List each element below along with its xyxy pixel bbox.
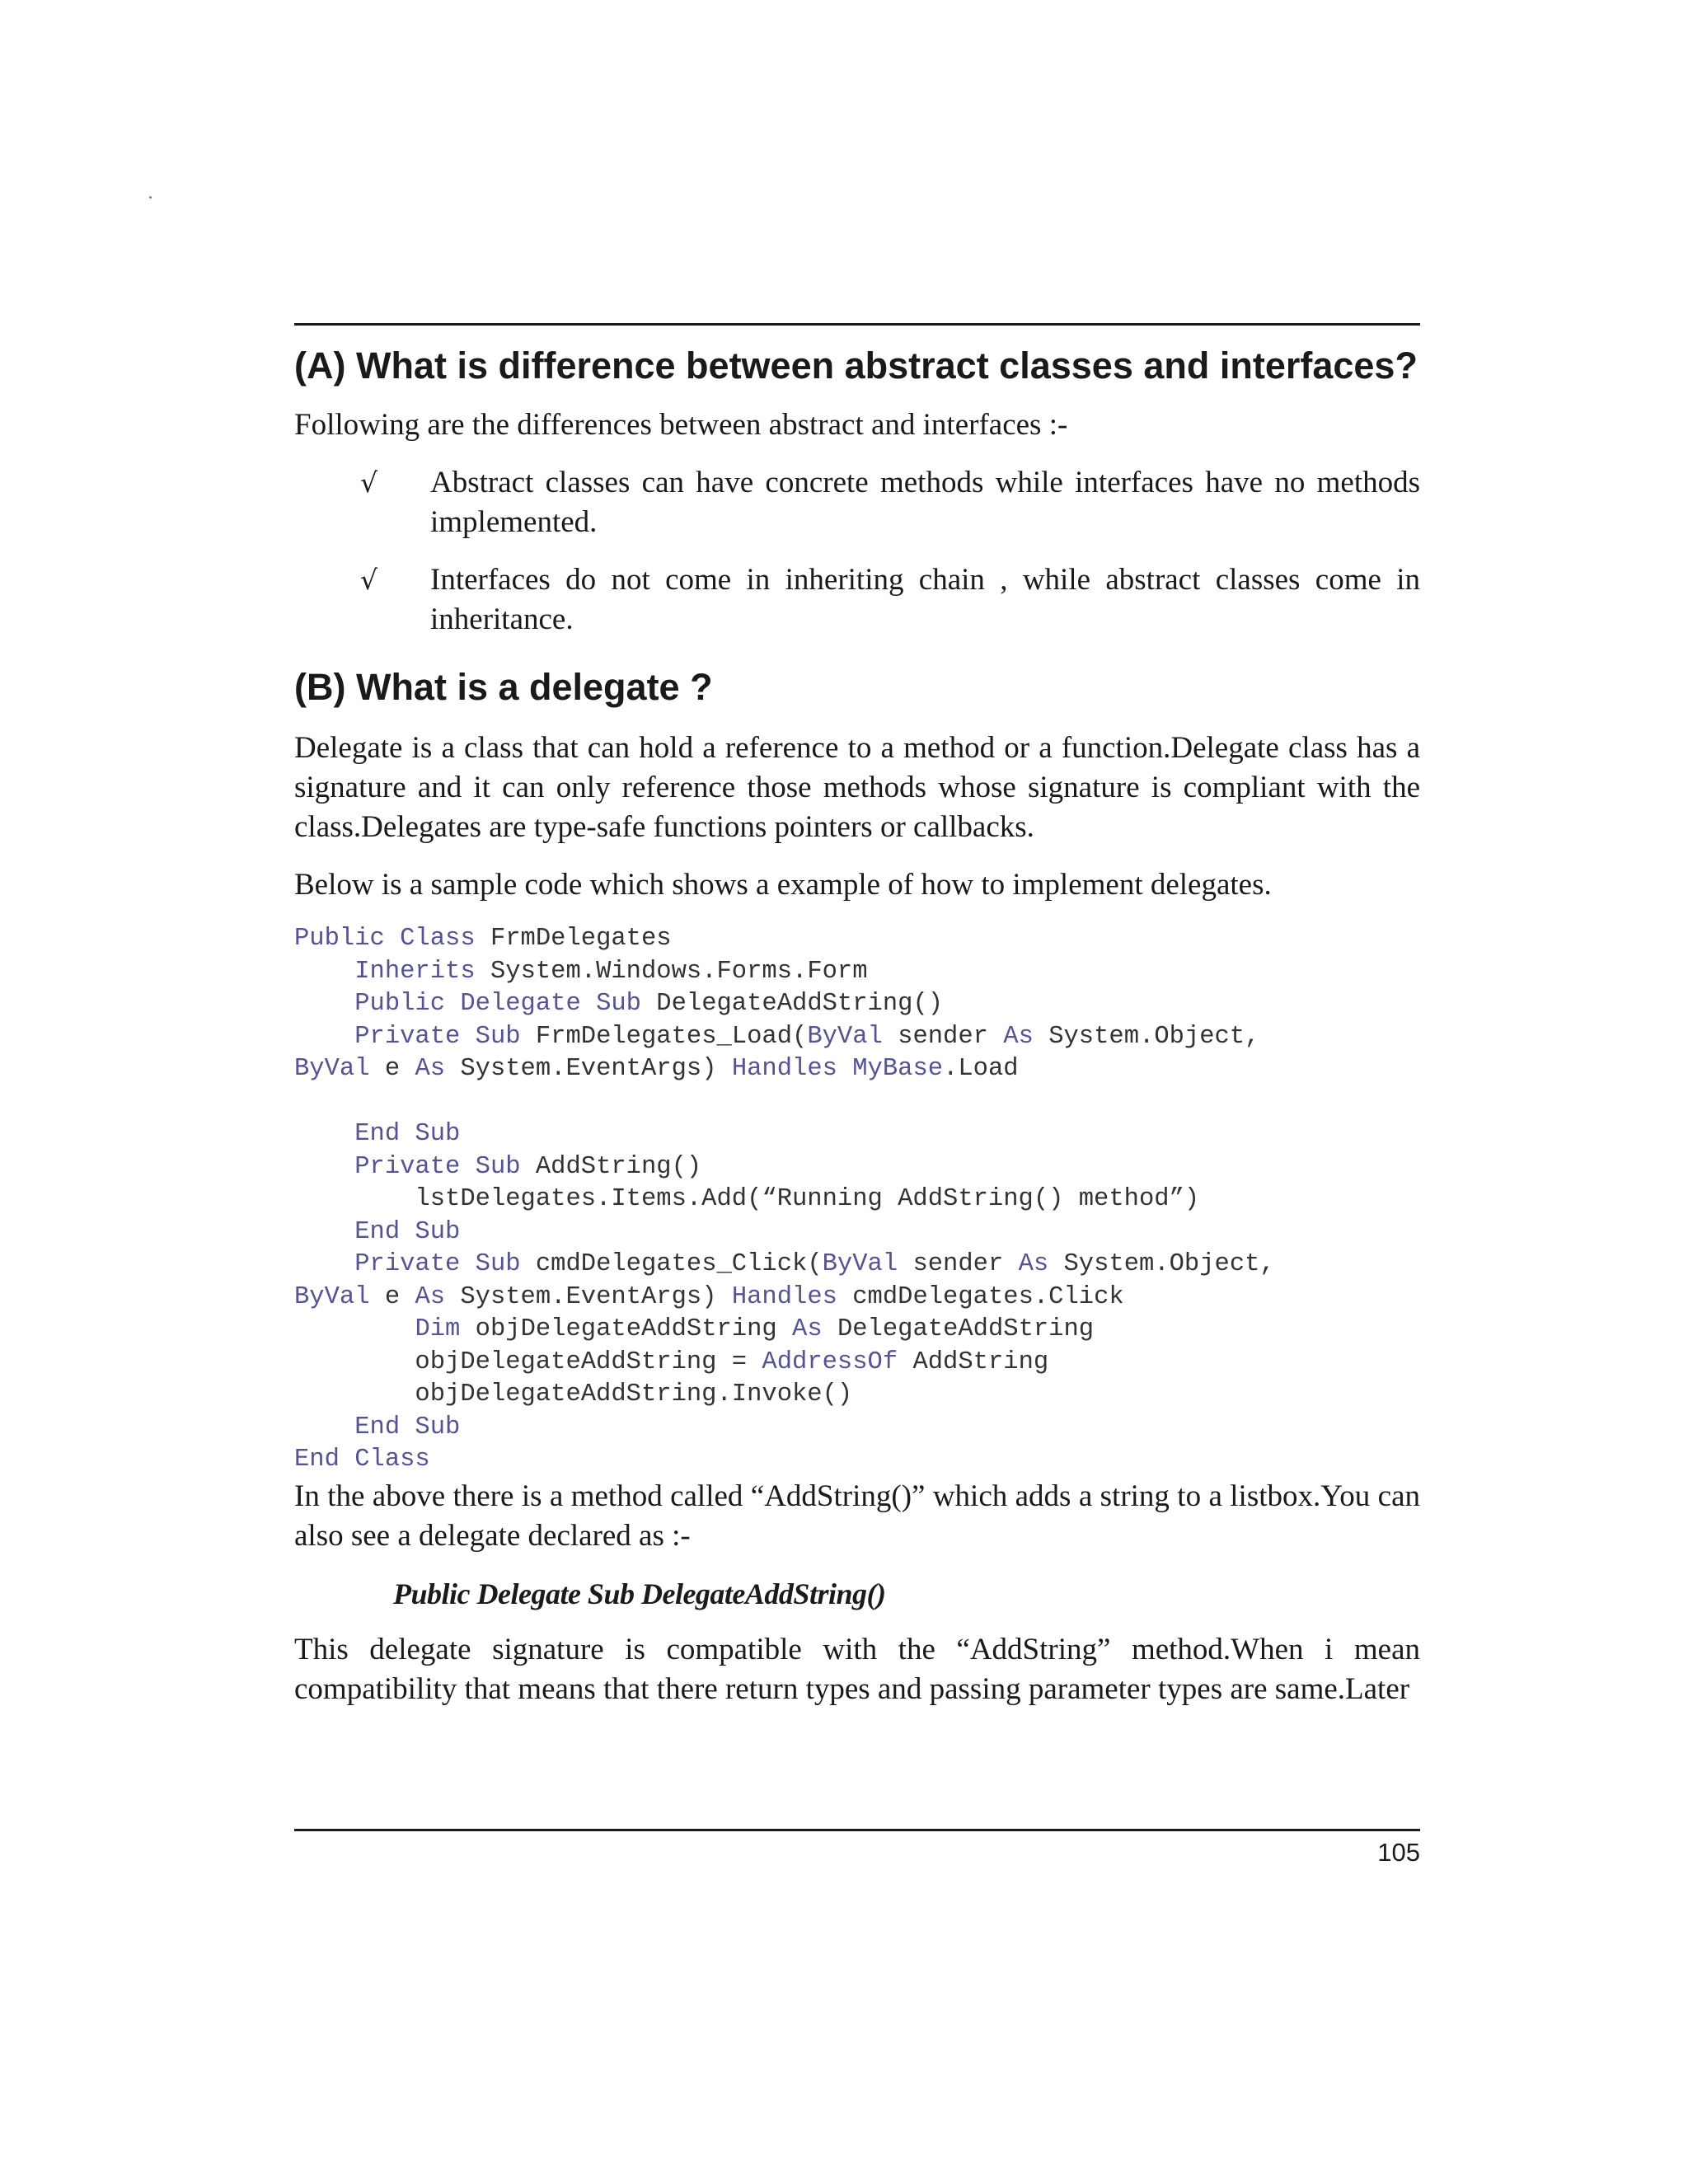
list-item-text: Abstract classes can have concrete methods while interfaces have no methods implemented. (430, 466, 1420, 539)
code-keyword: Handles (731, 1282, 837, 1311)
code-text (294, 1250, 354, 1278)
page-content (294, 336, 1420, 1727)
code-keyword: End Sub (354, 1413, 461, 1441)
differences-list (294, 463, 1420, 640)
code-keyword: As (1018, 1250, 1049, 1278)
code-text: sender (882, 1022, 1004, 1051)
code-text: System.Windows.Forms.Form (475, 957, 868, 986)
code-keyword: ByVal (807, 1022, 883, 1051)
code-text: objDelegateAddString = (294, 1347, 762, 1376)
code-text (294, 1153, 354, 1181)
code-text: cmdDelegates.Click (837, 1282, 1124, 1311)
code-line (294, 958, 868, 986)
code-line (294, 1250, 1275, 1278)
footer-rule (294, 1829, 1420, 1831)
question-b-heading: (B) What is a delegate ? (294, 666, 713, 708)
delegate-definition: Delegate is a class that can hold a reference to a method or a function.Delegate class has a signature and it can only reference those methods whose signature is compliant with the class.Delegates are type-safe functions pointers or callbacks. (294, 731, 1420, 844)
list-item-text: Interfaces do not come in inheriting chain , while abstract classes come in inheritance. (430, 563, 1420, 636)
code-line (294, 1218, 460, 1246)
code-text (294, 1023, 354, 1051)
code-explanation: In the above there is a method called “AddString()” which adds a string to a listbox.You can also see a delegate declared as :- (294, 1479, 1420, 1553)
code-line (294, 1120, 460, 1148)
code-text: objDelegateAddString (460, 1315, 793, 1343)
code-keyword: Private Sub (354, 1152, 521, 1181)
code-text (294, 1413, 354, 1441)
code-text: System.Object, (1033, 1022, 1260, 1051)
code-text: System.EventArgs) (445, 1055, 732, 1083)
header-rule (294, 323, 1420, 326)
code-keyword: Public Delegate Sub (354, 990, 641, 1018)
code-text (294, 1315, 415, 1343)
code-text: lstDelegates.Items.Add(“Running AddString() method”) (294, 1185, 1200, 1213)
code-text: e (369, 1055, 415, 1083)
code-text: System.Object, (1048, 1250, 1275, 1278)
code-keyword: As (415, 1055, 446, 1083)
code-keyword: As (792, 1315, 823, 1343)
code-keyword: Inherits (354, 957, 476, 986)
code-sample (294, 923, 1420, 1477)
compatibility-paragraph: This delegate signature is compatible with the “AddString” method.When i mean compatibility that means that there return types and passing parameter types are same.Later (294, 1632, 1420, 1706)
code-line (294, 1380, 852, 1408)
code-text: cmdDelegates_Click( (520, 1250, 823, 1278)
code-text (294, 990, 354, 1018)
code-keyword: End Class (294, 1446, 430, 1474)
code-keyword: End Sub (354, 1217, 461, 1246)
code-keyword: Private Sub (354, 1250, 521, 1278)
code-text: System.EventArgs) (445, 1282, 732, 1311)
code-text: DelegateAddString() (640, 990, 944, 1018)
code-line (294, 1023, 1259, 1051)
code-text (294, 1218, 354, 1246)
question-a-heading: (A) What is difference between abstract classes and interfaces? (294, 344, 1418, 387)
question-a-intro: Following are the differences between abstract and interfaces :- (294, 408, 1068, 442)
code-keyword: AddressOf (762, 1347, 898, 1376)
delegate-declaration: Public Delegate Sub DelegateAddString() (393, 1577, 886, 1610)
sample-intro: Below is a sample code which shows a example of how to implement delegates. (294, 868, 1272, 902)
code-line (294, 1283, 1124, 1311)
code-line (294, 1348, 1048, 1376)
code-text (294, 1120, 354, 1148)
code-line (294, 990, 943, 1018)
code-keyword: ByVal (822, 1250, 898, 1278)
code-keyword: End Sub (354, 1120, 461, 1148)
stray-mark (149, 196, 152, 199)
code-line (294, 1055, 1019, 1083)
code-text: DelegateAddString (822, 1315, 1095, 1343)
code-keyword: Handles MyBase (731, 1055, 944, 1083)
code-keyword: As (415, 1282, 446, 1311)
code-text: FrmDelegates (475, 925, 672, 953)
code-text (294, 958, 354, 986)
code-keyword: ByVal (294, 1055, 370, 1083)
checkmark-icon: √ (360, 466, 378, 499)
code-text: sender (898, 1250, 1019, 1278)
page-number: 105 (1377, 1838, 1420, 1867)
code-keyword: Public Class (294, 925, 476, 953)
list-item (294, 560, 1420, 640)
code-text: FrmDelegates_Load( (520, 1022, 808, 1051)
code-text: AddString() (520, 1152, 702, 1181)
code-line (294, 1446, 430, 1474)
list-item (294, 463, 1420, 542)
code-line (294, 1413, 460, 1441)
code-keyword: As (1003, 1022, 1034, 1051)
code-line (294, 1315, 1094, 1343)
code-line (294, 1185, 1199, 1213)
code-keyword: ByVal (294, 1282, 370, 1311)
code-text: AddString (898, 1347, 1049, 1376)
code-text: .Load (943, 1055, 1019, 1083)
code-text: e (369, 1282, 415, 1311)
checkmark-icon: √ (360, 564, 378, 596)
code-line (294, 925, 672, 953)
code-keyword: Private Sub (354, 1022, 521, 1051)
code-text: objDelegateAddString.Invoke() (294, 1380, 853, 1408)
code-line (294, 1153, 701, 1181)
code-keyword: Dim (415, 1315, 461, 1343)
